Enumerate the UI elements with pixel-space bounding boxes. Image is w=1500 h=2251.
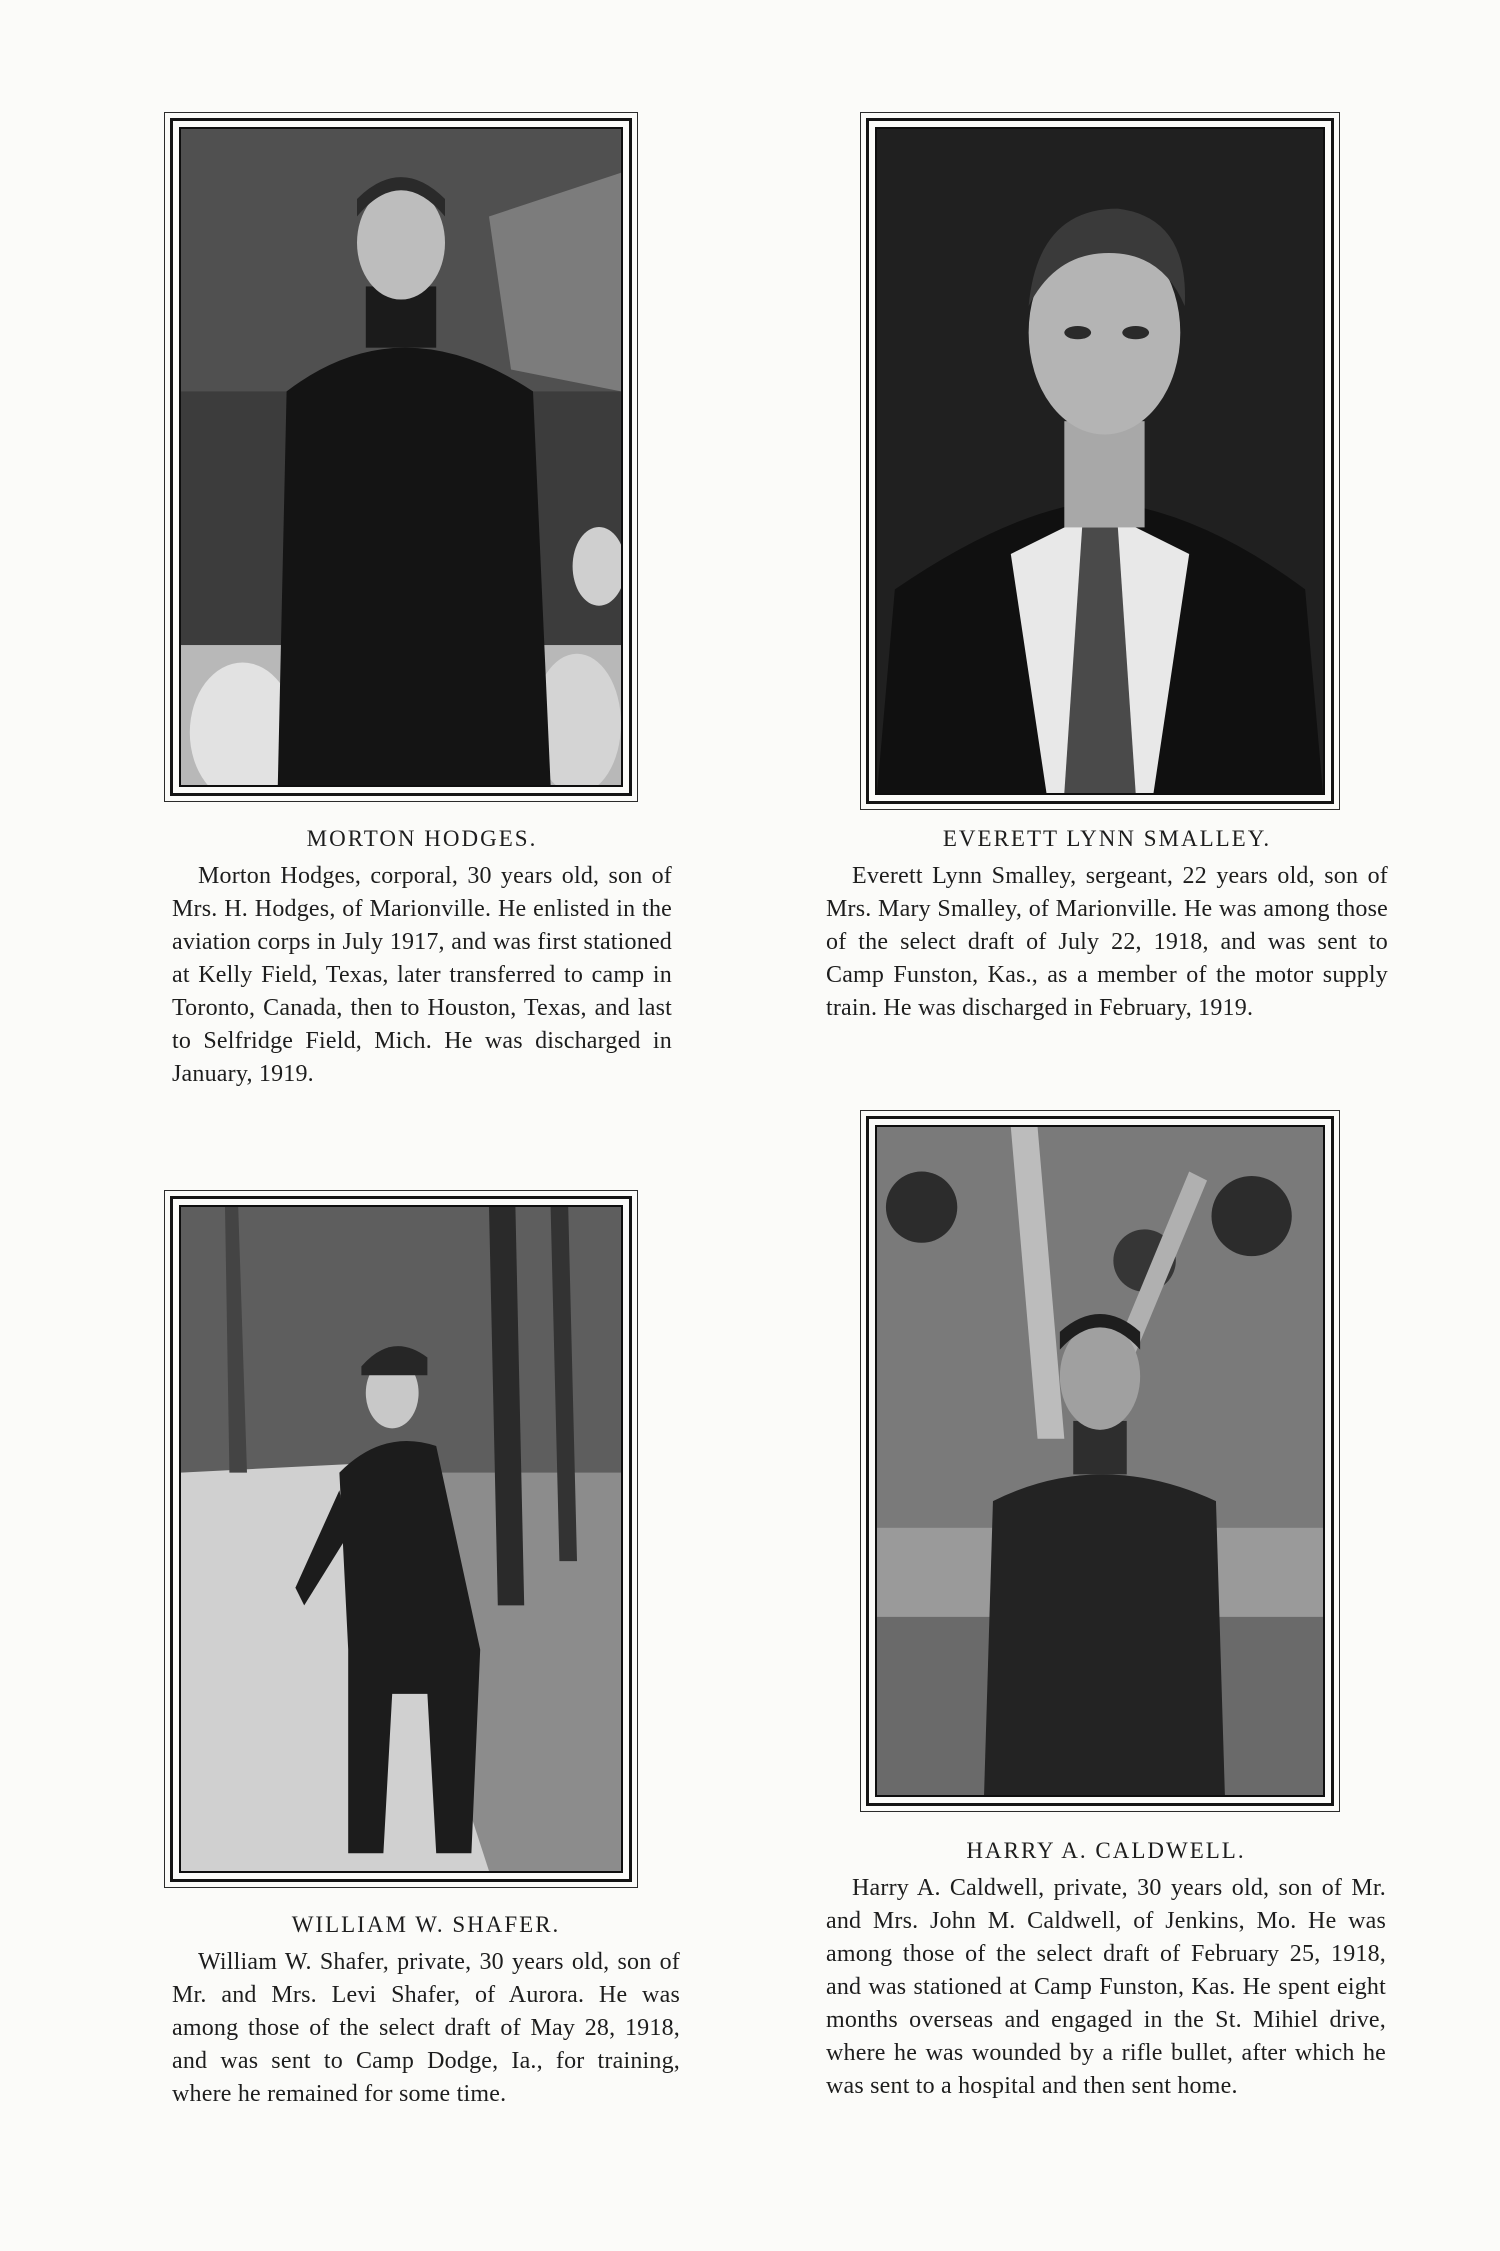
entry-name: WILLIAM W. SHAFER.	[291, 1912, 561, 1937]
entry-bio: Morton Hodges, corporal, 30 years old, son of Mrs. H. Hodges, of Marionville. He enlisted in the aviation corps in July 1917, and was first stationed at Kelly Field, Texas, later transferred to camp in Toronto, Canada, then to Houston, Texas, and last to Selfridge Field, Mich. He was discharged in January, 1919.	[172, 863, 672, 1087]
portrait-photo-icon	[179, 127, 623, 787]
portrait-photo-icon	[875, 127, 1325, 795]
entry-morton-hodges	[172, 826, 672, 1091]
entry-bio: William W. Shafer, private, 30 years old, son of Mr. and Mrs. Levi Shafer, of Aurora. He was among those of the select draft of May 28, 1918, and was sent to Camp Dodge, Ia., for training, where he remained for some time.	[172, 1949, 680, 2107]
entry-harry-a-caldwell	[826, 1838, 1386, 2103]
portrait-photo-icon	[179, 1205, 623, 1873]
photo-frame-morton-hodges	[170, 118, 632, 796]
entry-everett-lynn-smalley	[826, 826, 1388, 1025]
entry-name: MORTON HODGES.	[306, 826, 538, 851]
photo-frame-everett-lynn-smalley	[866, 118, 1334, 804]
entry-bio: Everett Lynn Smalley, sergeant, 22 years old, son of Mrs. Mary Smalley, of Marionville. He was among those of the select draft of July 22, 1918, and was sent to Camp Funston, Kas., as a member of the motor supply train. He was discharged in February, 1919.	[826, 863, 1388, 1021]
entry-name: HARRY A. CALDWELL.	[966, 1838, 1246, 1863]
entry-william-w-shafer	[172, 1912, 680, 2111]
photo-frame-william-w-shafer	[170, 1196, 632, 1882]
entry-bio: Harry A. Caldwell, private, 30 years old, son of Mr. and Mrs. John M. Caldwell, of Jenkins, Mo. He was among those of the select draft of February 25, 1918, and was stationed at Camp Funston, Kas. He spent eight months overseas and engaged in the St. Mihiel drive, where he was wounded by a rifle bullet, after which he was sent to a hospital and then sent home.	[826, 1875, 1386, 2099]
portrait-photo-icon	[875, 1125, 1325, 1797]
entry-name: EVERETT LYNN SMALLEY.	[942, 826, 1272, 851]
photo-frame-harry-a-caldwell	[866, 1116, 1334, 1806]
